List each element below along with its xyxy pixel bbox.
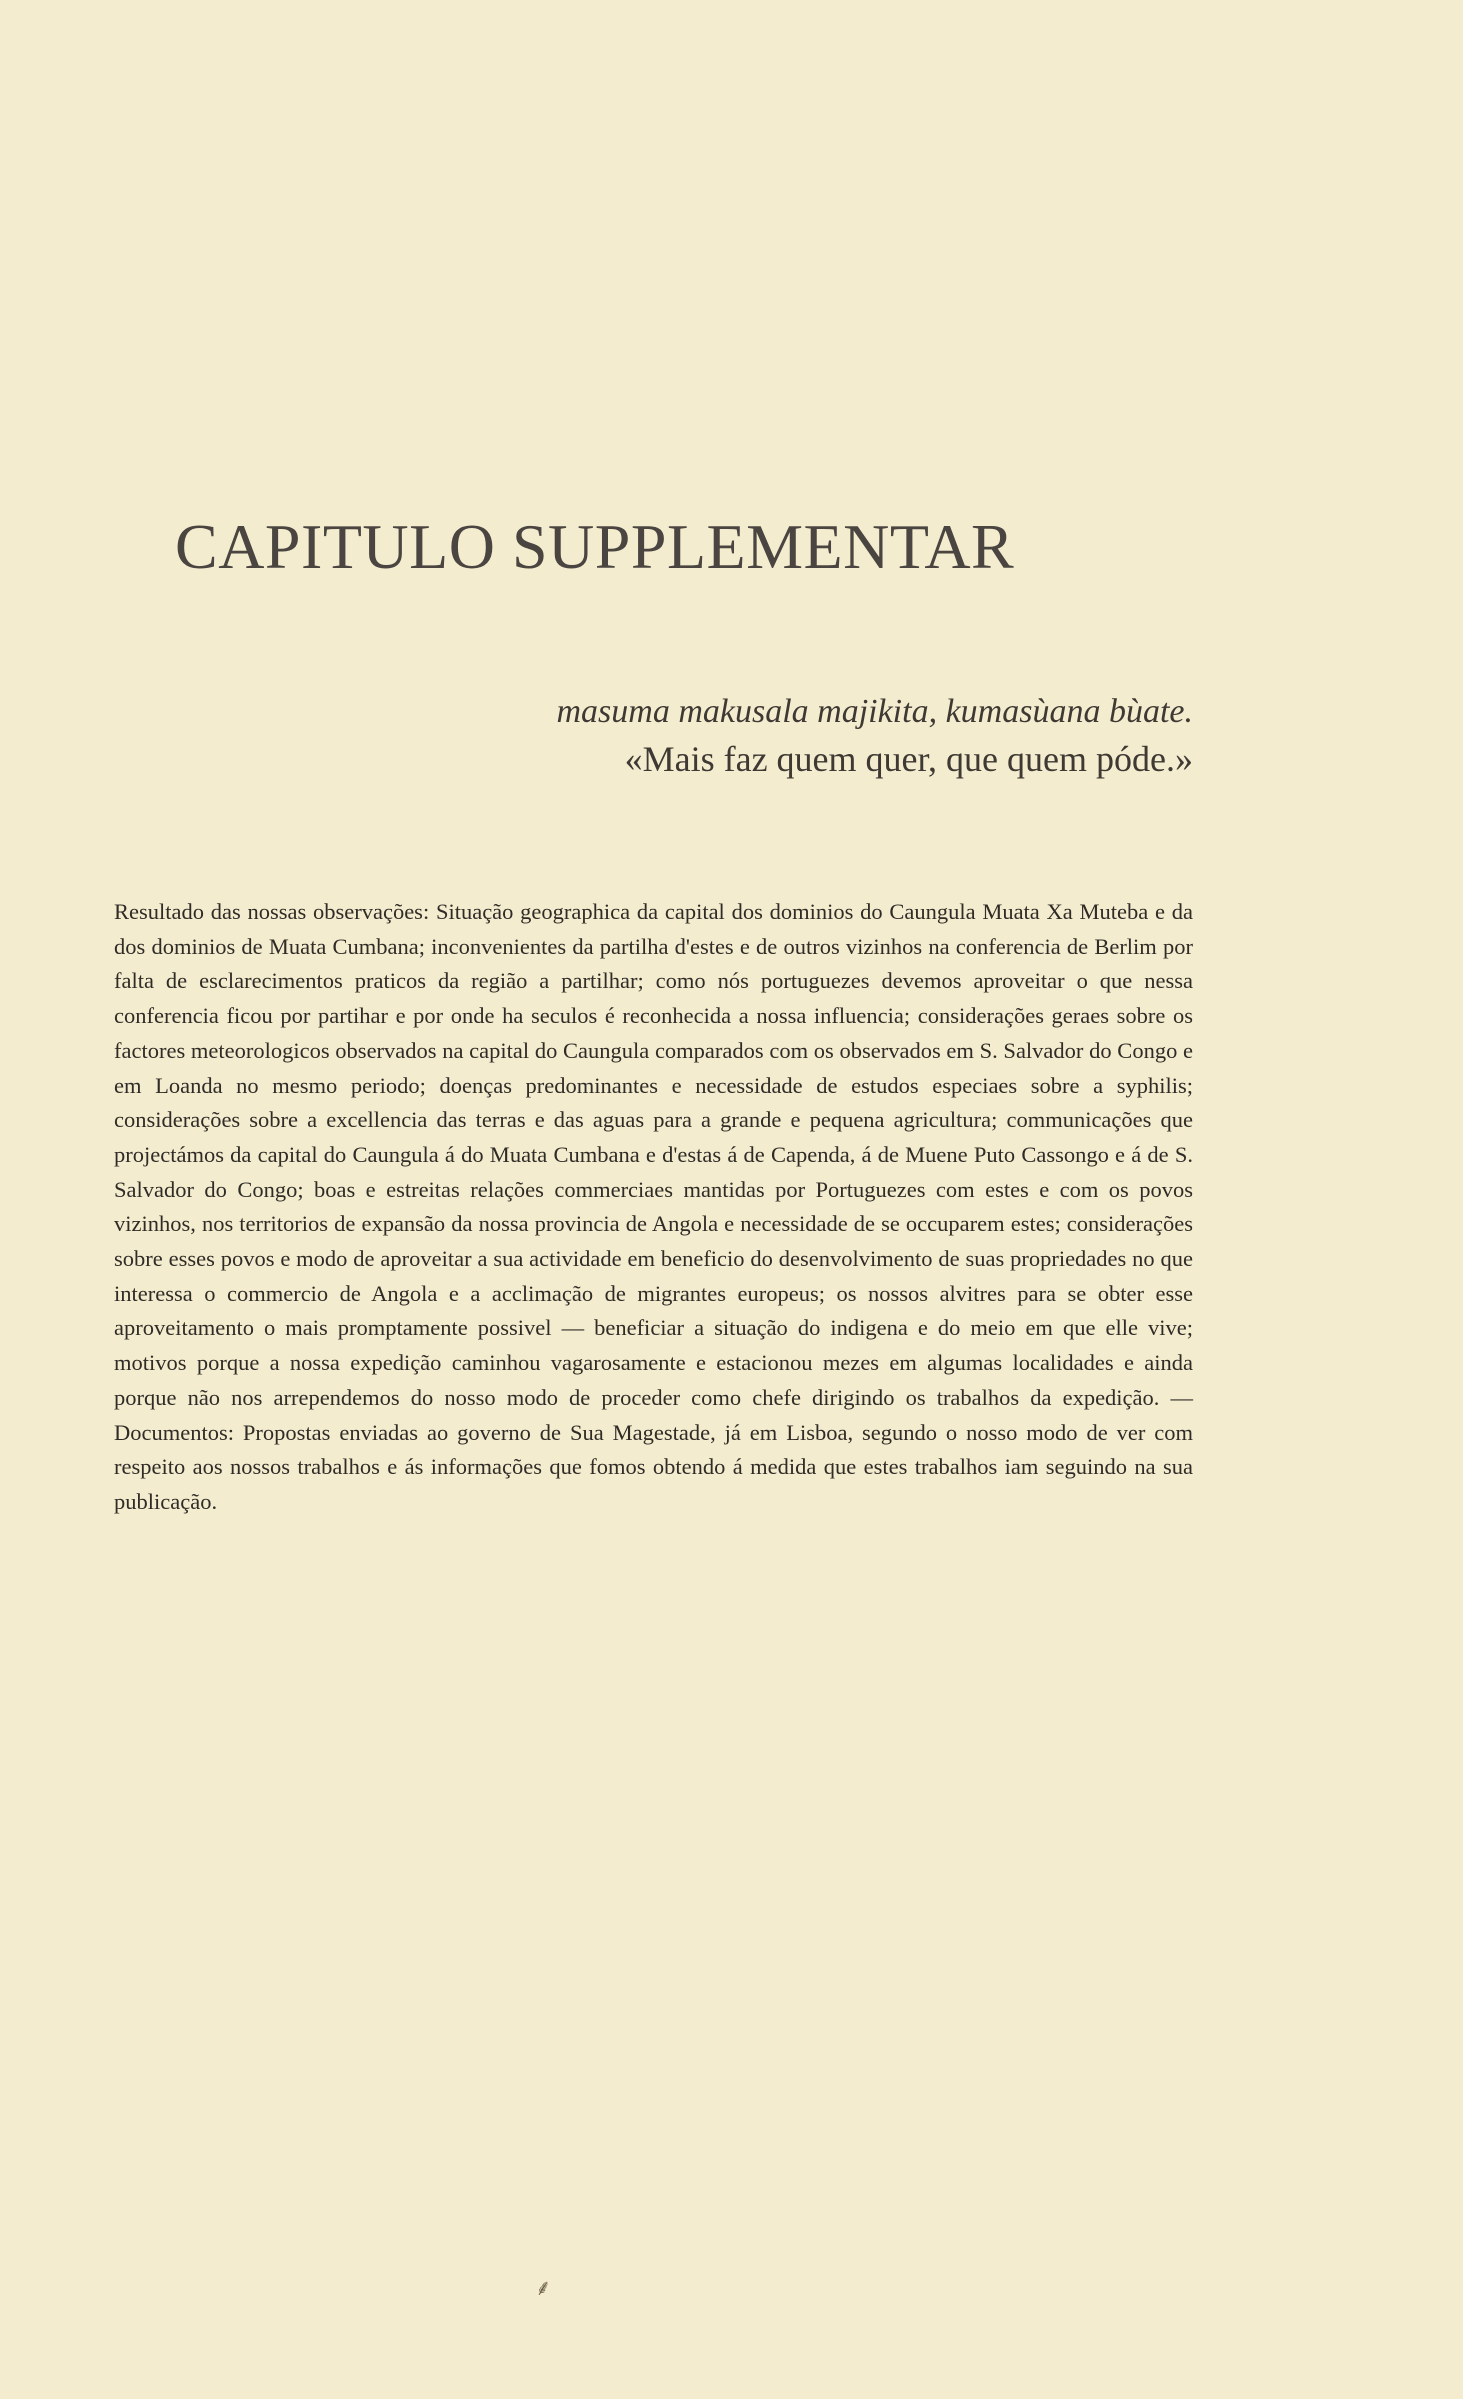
chapter-title: CAPITULO SUPPLEMENTAR (175, 511, 1015, 582)
epigraph-native-proverb: masuma makusala majikita, kumasùana bùate. (556, 693, 1193, 730)
epigraph (556, 690, 1193, 784)
printer-mark: ⸙ (535, 2276, 552, 2301)
chapter-summary-paragraph: Resultado das nossas observações: Situação geographica da capital dos dominios do Caungula Muata Xa Muteba e da dos dominios de Muata Cumbana; inconvenientes da partilha d'estes e de outros vizinhos na conferencia de Berlim por falta de esclarecimentos praticos da região a partilhar; como nós portuguezes devemos aproveitar o que nessa conferencia ficou por partihar e por onde ha seculos é reconhecida a nossa influencia; considerações geraes sobre os factores meteorologicos observados na capital do Caungula comparados com os observados em S. Salvador do Congo e em Loanda no mesmo periodo; doenças predominantes e necessidade de estudos especiaes sobre a syphilis; considerações sobre a excellencia das terras e das aguas para a grande e pequena agricultura; communicações que projectámos da capital do Caungula á do Muata Cumbana e d'estas á de Capenda, á de Muene Puto Cassongo e á de S. Salvador do Congo; boas e estreitas relações commerciaes mantidas por Portuguezes com estes e com os povos vizinhos, nos territorios de expansão da nossa provincia de Angola e necessidade de se occuparem estes; considerações sobre esses povos e modo de aproveitar a sua actividade em beneficio do desenvolvimento de suas propriedades no que interessa o commercio de Angola e a acclimação de migrantes europeus; os nossos alvitres para se obter esse aproveitamento o mais promptamente possivel — beneficiar a situação do indigena e do meio em que elle vive; motivos porque a nossa expedição caminhou vagarosamente e estacionou mezes em algumas localidades e ainda porque não nos arrependemos do nosso modo de proceder como chefe dirigindo os trabalhos da expedição. — Documentos: Propostas enviadas ao governo de Sua Magestade, já em Lisboa, segundo o nosso modo de ver com respeito aos nossos trabalhos e ás informações que fomos obtendo á medida que estes trabalhos iam seguindo na sua publicação. (114, 899, 1193, 1514)
epigraph-translation: «Mais faz quem quer, que quem póde.» (624, 739, 1193, 779)
